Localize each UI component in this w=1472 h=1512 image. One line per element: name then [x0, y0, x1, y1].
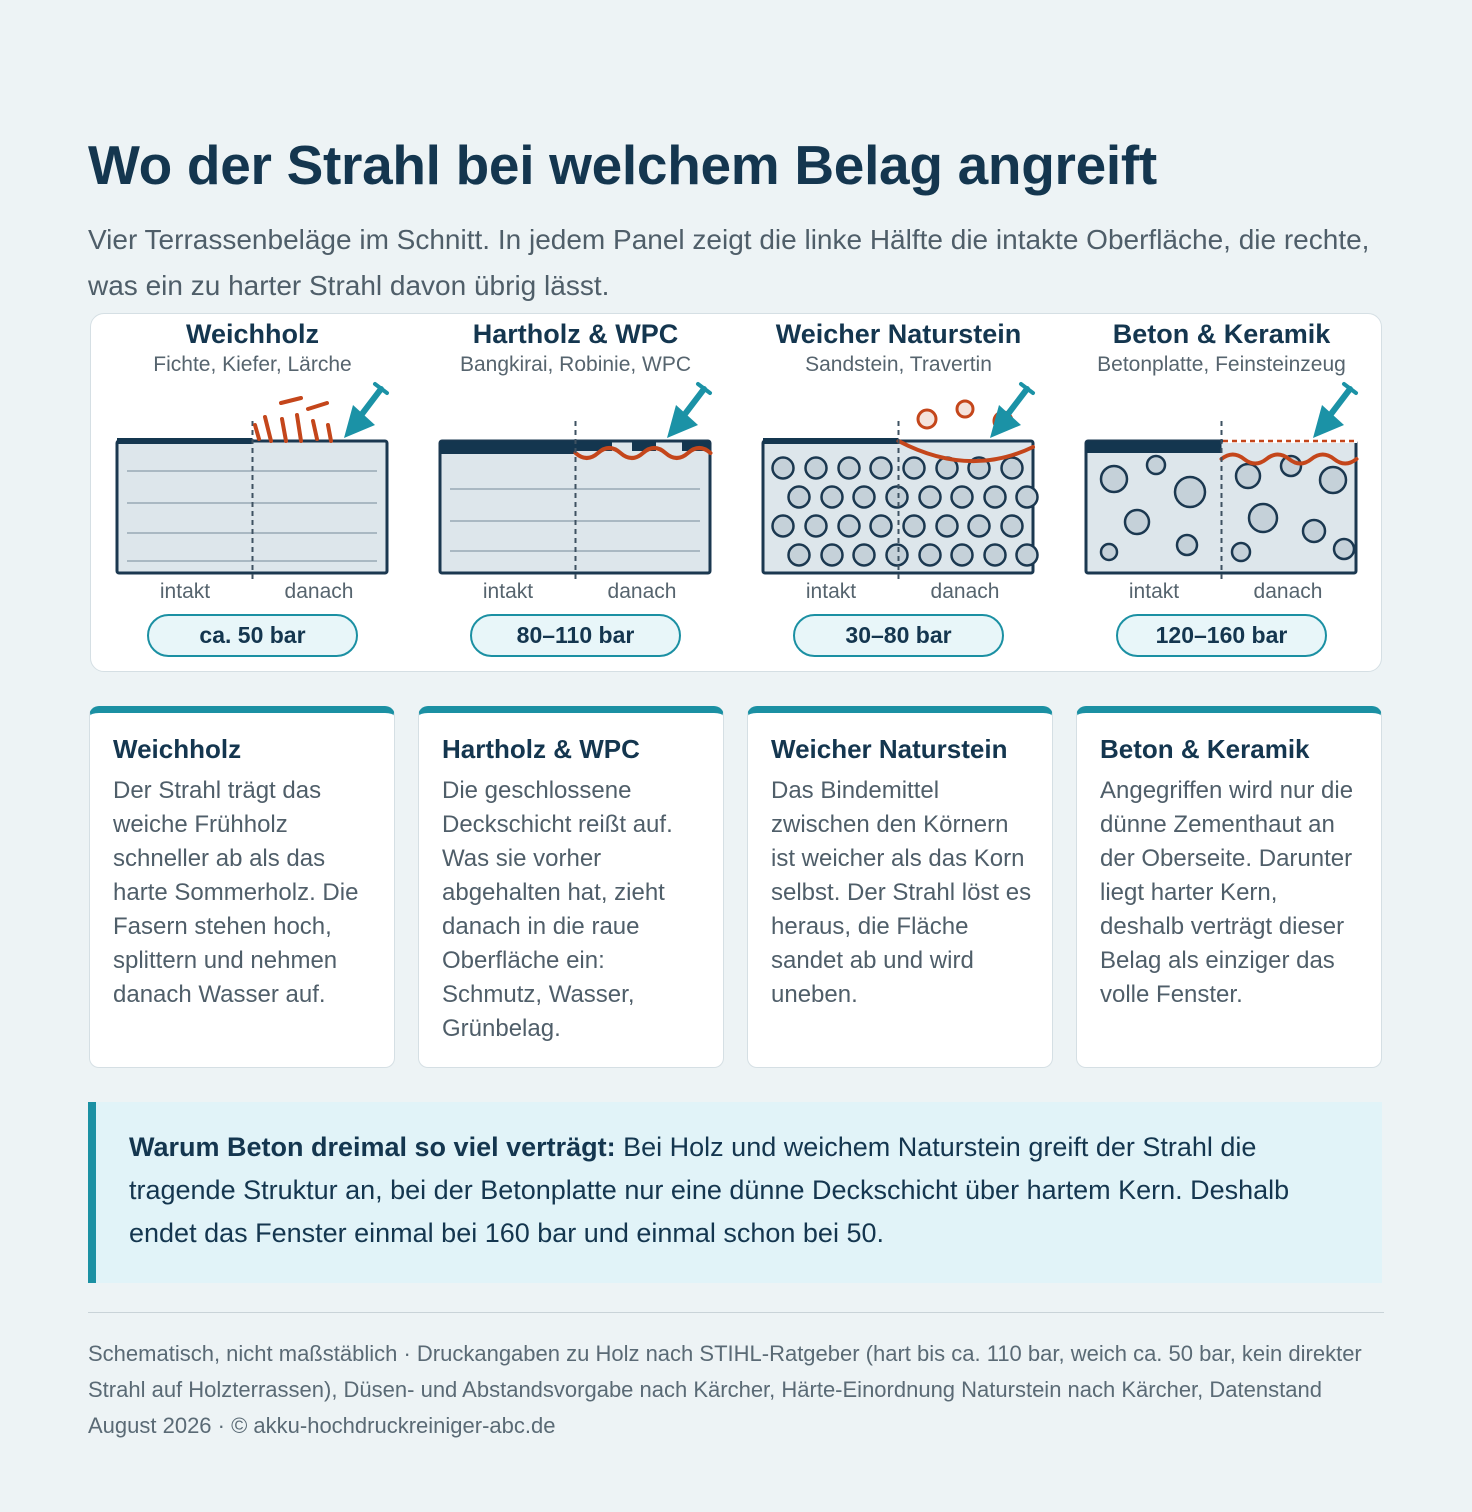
diagram-panel — [90, 313, 1382, 672]
column-title: Weichholz — [185, 319, 319, 349]
water-jet-arrow-icon — [990, 384, 1033, 438]
label-danach: danach — [607, 580, 677, 603]
page-title: Wo der Strahl bei welchem Belag angreift — [88, 133, 1157, 196]
column-weichholz — [91, 314, 414, 673]
card-weichholz — [89, 706, 395, 1068]
intact-top-coat — [440, 441, 576, 454]
card-title: Beton & Keramik — [1100, 734, 1310, 764]
cross-section-naturstein — [737, 381, 1060, 581]
cross-section-hartholz-wpc — [414, 381, 737, 581]
label-danach: danach — [1253, 580, 1323, 603]
column-examples: Fichte, Kiefer, Lärche — [153, 353, 352, 376]
pressure-badge: 120–160 bar — [1116, 614, 1327, 657]
card-title: Weichholz — [113, 734, 242, 764]
card-weicher-naturstein — [747, 706, 1053, 1068]
summary-callout — [88, 1102, 1382, 1283]
page-subtitle: Vier Terrassenbeläge im Schnitt. In jedem Panel zeigt die linke Hälfte die intakte Oberfläche, die rechte, was ein zu harter Strahl davon übrig lässt. — [88, 224, 1370, 301]
column-title: Hartholz & WPC — [472, 319, 679, 349]
column-examples: Betonplatte, Feinsteinzeug — [1097, 353, 1346, 376]
label-intakt: intakt — [805, 580, 857, 603]
column-title: Beton & Keramik — [1112, 319, 1331, 349]
source-note: Schematisch, nicht maßstäblich · Druckangaben zu Holz nach STIHL-Ratgeber (hart bis ca. 110 bar, weich ca. 50 bar, kein direkter Strahl auf Holzterrassen), Düsen- und Abstandsvorgabe nach Kärcher, Härte-Einordnung Naturstein nach Kärcher, Datenstand August 2026 · © akku-hochdruckreiniger-abc.de — [88, 1341, 1362, 1438]
column-beton-keramik — [1060, 314, 1383, 673]
pressure-badge: ca. 50 bar — [147, 614, 358, 657]
card-hartholz-wpc — [418, 706, 724, 1068]
callout-text: Bei Holz und weichem Naturstein greift der Strahl die tragende Struktur an, bei der Betonplatte nur eine dünne Deckschicht über hartem Kern. Deshalb endet das Fenster einmal bei 160 bar und einmal schon bei 50. — [129, 1132, 1290, 1248]
column-examples: Sandstein, Travertin — [805, 353, 992, 376]
label-danach: danach — [284, 580, 354, 603]
pressure-badge: 30–80 bar — [793, 614, 1004, 657]
pressure-badge: 80–110 bar — [470, 614, 681, 657]
card-title: Weicher Naturstein — [771, 734, 1008, 764]
column-hartholz-wpc — [414, 314, 737, 673]
card-text: Der Strahl trägt das weiche Frühholz schneller ab als das harte Sommerholz. Die Fasern stehen hoch, splittern und nehmen danach Wasser auf. — [113, 777, 359, 1008]
card-text: Die geschlossene Deckschicht reißt auf. Was sie vorher abgehalten hat, zieht danach in die raue Oberfläche ein: Schmutz, Wasser, Grünbelag. — [442, 777, 673, 1042]
cross-section-beton — [1060, 381, 1383, 581]
water-jet-arrow-icon — [1313, 384, 1356, 438]
cross-section-weichholz — [91, 381, 414, 581]
card-title: Hartholz & WPC — [442, 734, 640, 764]
footer-divider — [88, 1312, 1384, 1313]
card-beton-keramik — [1076, 706, 1382, 1068]
callout-lead: Warum Beton dreimal so viel verträgt: — [129, 1132, 616, 1162]
column-examples: Bangkirai, Robinie, WPC — [459, 353, 692, 376]
intact-cement-skin — [1086, 441, 1222, 453]
water-jet-arrow-icon — [344, 384, 387, 438]
label-danach: danach — [930, 580, 1000, 603]
card-text: Das Bindemittel zwischen den Körnern ist weicher als das Korn selbst. Der Strahl löst es heraus, die Fläche sandet ab und wird uneben. — [771, 777, 1032, 1008]
label-intakt: intakt — [1128, 580, 1180, 603]
card-text: Angegriffen wird nur die dünne Zementhaut an der Oberseite. Darunter liegt harter Kern, deshalb verträgt dieser Belag als einziger das volle Fenster. — [1100, 777, 1354, 1008]
water-jet-arrow-icon — [667, 384, 710, 438]
label-intakt: intakt — [482, 580, 534, 603]
splinters — [255, 398, 331, 441]
column-weicher-naturstein — [737, 314, 1060, 673]
column-title: Weicher Naturstein — [775, 319, 1022, 349]
label-intakt: intakt — [159, 580, 211, 603]
